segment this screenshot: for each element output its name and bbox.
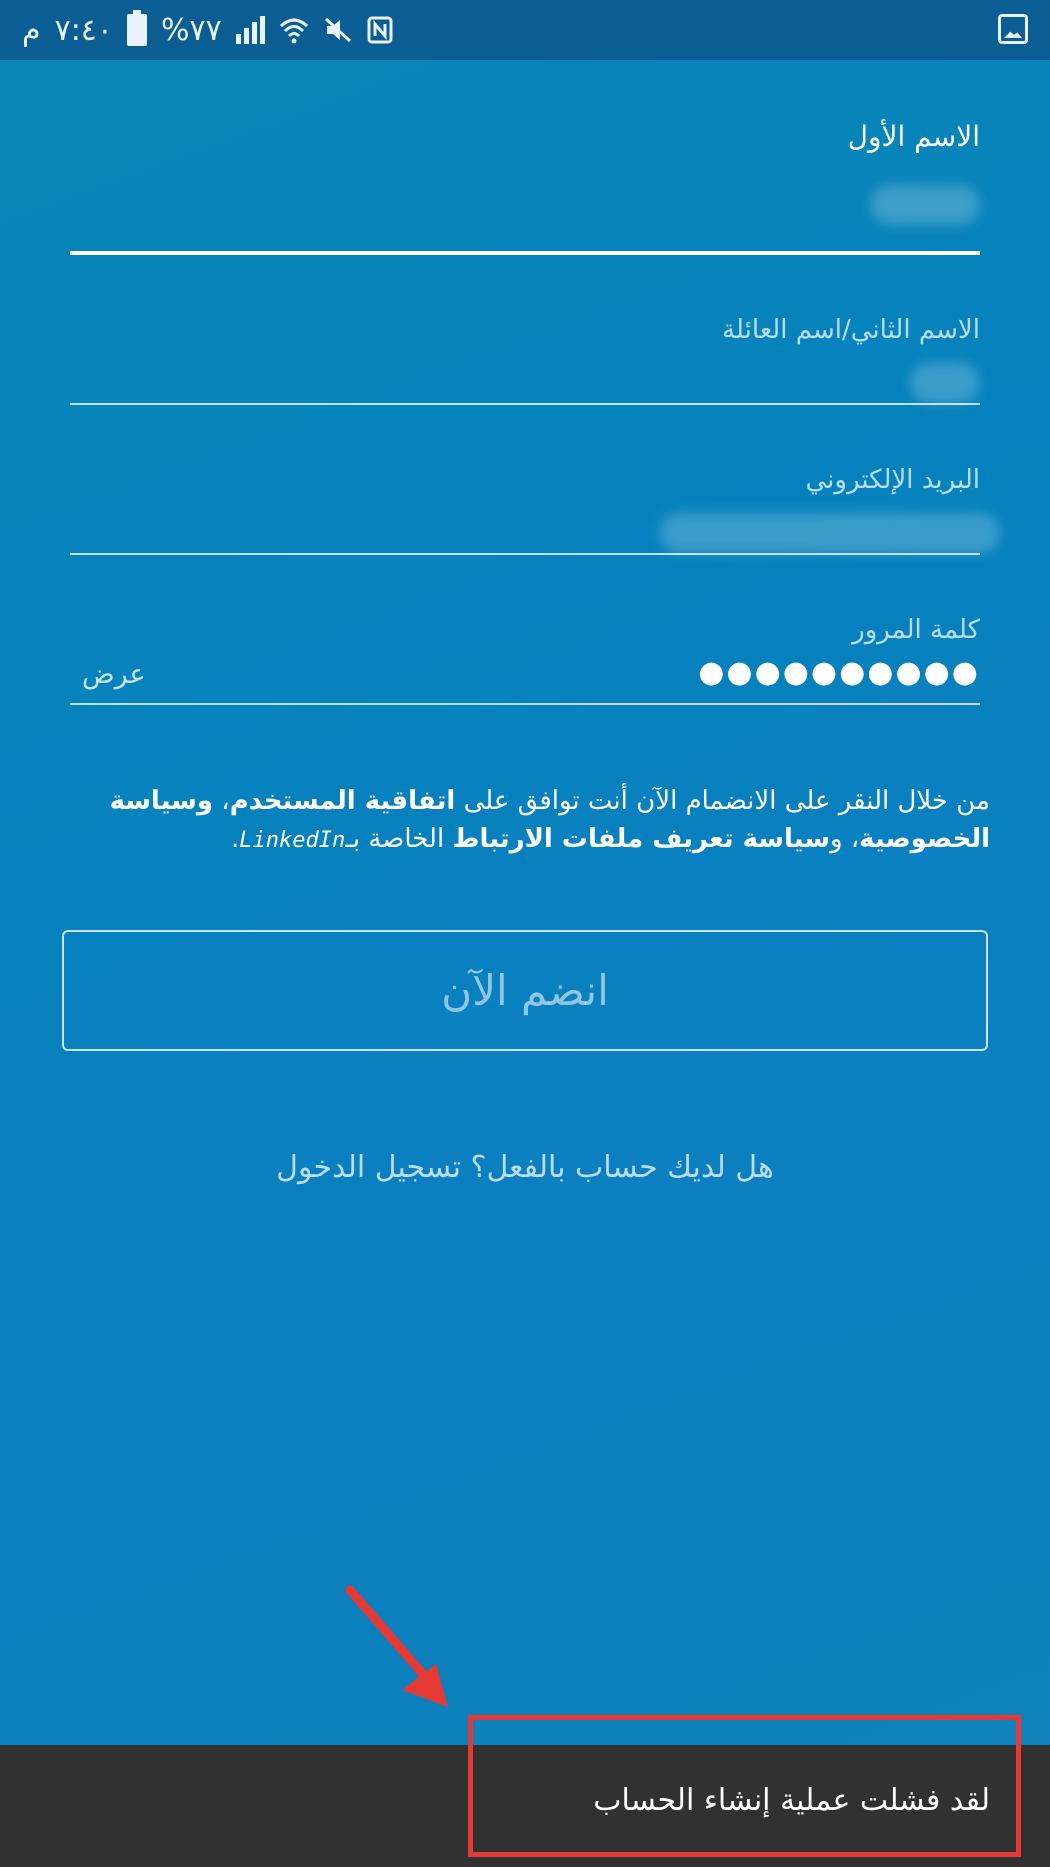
email-value-redacted bbox=[660, 513, 1000, 553]
first-name-label: الاسم الأول bbox=[847, 120, 980, 153]
nfc-icon bbox=[367, 16, 393, 44]
status-clock: ٧:٤٠ bbox=[54, 12, 114, 48]
last-name-label: الاسم الثاني/اسم العائلة bbox=[722, 315, 980, 345]
terms-part2: الخاصة بـ bbox=[345, 824, 453, 854]
terms-end: . bbox=[230, 824, 240, 854]
terms-part1: من خلال النقر على الانضمام الآن أنت توافق على bbox=[455, 786, 990, 816]
battery-percent: %٧٧ bbox=[161, 12, 222, 48]
password-value: ●●●●●●●●●● bbox=[698, 655, 980, 690]
show-password-toggle[interactable]: عرض bbox=[82, 659, 146, 690]
terms-sep2: ، و bbox=[829, 824, 860, 854]
cookie-policy-link[interactable]: سياسة تعريف ملفات الارتباط bbox=[452, 824, 830, 854]
first-name-value-redacted bbox=[870, 185, 980, 225]
last-name-value-redacted bbox=[910, 363, 980, 403]
gallery-icon bbox=[998, 14, 1028, 44]
highlight-box bbox=[468, 1715, 1021, 1857]
email-field[interactable] bbox=[70, 405, 980, 555]
linkedin-brand: LinkedIn bbox=[239, 828, 346, 853]
email-label: البريد الإلكتروني bbox=[805, 465, 980, 495]
status-bar bbox=[0, 0, 1050, 60]
status-left bbox=[22, 0, 393, 60]
join-now-button[interactable]: انضم الآن bbox=[62, 930, 988, 1051]
first-name-field[interactable] bbox=[70, 60, 980, 255]
terms-text bbox=[60, 782, 990, 860]
arrow-annotation-icon bbox=[340, 1582, 460, 1712]
password-label: كلمة المرور bbox=[852, 615, 980, 645]
user-agreement-link[interactable]: اتفاقية المستخدم bbox=[229, 786, 456, 816]
snackbar-message: لقد فشلت عملية إنشاء الحساب bbox=[593, 1783, 990, 1818]
battery-icon bbox=[127, 14, 147, 46]
privacy-policy-link[interactable]: وسياسة الخصوصية bbox=[109, 786, 990, 854]
signup-form bbox=[70, 60, 980, 705]
wifi-icon bbox=[279, 16, 309, 44]
sign-in-link[interactable]: هل لديك حساب بالفعل؟ تسجيل الدخول bbox=[276, 1150, 774, 1185]
mute-icon bbox=[323, 16, 353, 44]
terms-sep1: ، bbox=[213, 786, 230, 816]
status-period: م bbox=[22, 12, 41, 48]
password-field[interactable] bbox=[70, 555, 980, 705]
signal-icon bbox=[236, 16, 265, 44]
last-name-field[interactable] bbox=[70, 255, 980, 405]
